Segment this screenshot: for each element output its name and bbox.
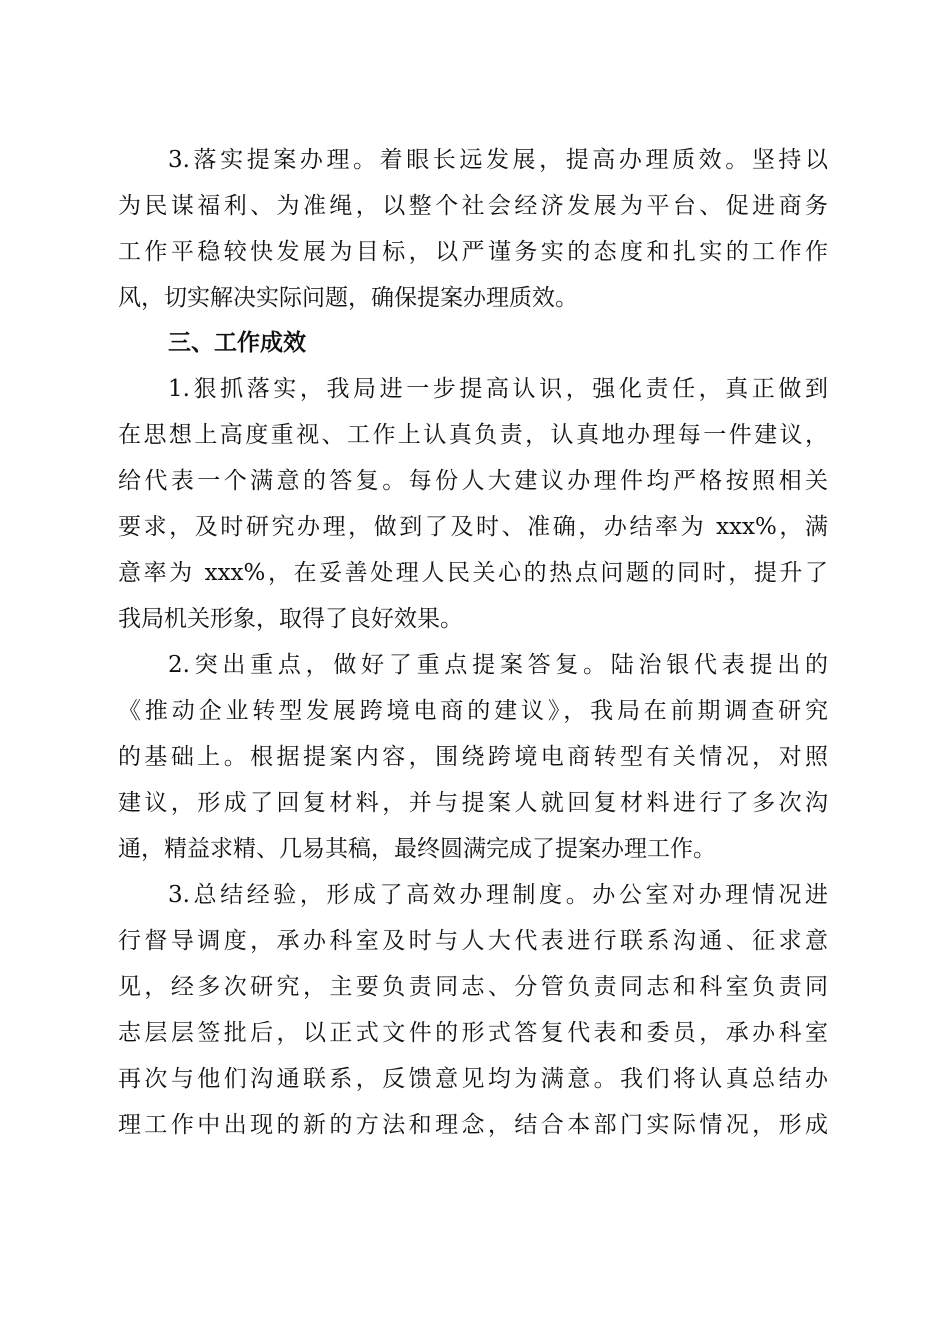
paragraph-line: 的基础上。根据提案内容，围绕跨境电商转型有关情况，对照 (118, 744, 828, 770)
paragraph-line: 再次与他们沟通联系，反馈意见均为满意。我们将认真总结办 (118, 1066, 828, 1092)
paragraph-line: 风，切实解决实际问题，确保提案办理质效。 (118, 285, 578, 311)
paragraph-line: 要求，及时研究办理，做到了及时、准确，办结率为 xxx%，满 (118, 514, 828, 540)
paragraph-line: 理工作中出现的新的方法和理念，结合本部门实际情况，形成 (118, 1112, 828, 1138)
paragraph-line: 为民谋福利、为准绳，以整个社会经济发展为平台、促进商务 (118, 193, 828, 219)
paragraph-line: 在思想上高度重视、工作上认真负责，认真地办理每一件建议， (118, 422, 828, 448)
paragraph-line: 建议，形成了回复材料，并与提案人就回复材料进行了多次沟 (118, 790, 828, 816)
paragraph-line: 我局机关形象，取得了良好效果。 (118, 606, 463, 632)
paragraph-line: 《推动企业转型发展跨境电商的建议》，我局在前期调查研究 (118, 698, 828, 724)
paragraph-line: 2.突出重点，做好了重点提案答复。陆治银代表提出的 (168, 652, 828, 678)
paragraph-line: 通，精益求精、几易其稿，最终圆满完成了提案办理工作。 (118, 836, 716, 862)
paragraph-line: 1.狠抓落实，我局进一步提高认识，强化责任，真正做到 (168, 376, 828, 402)
paragraph-line: 意率为 xxx%，在妥善处理人民关心的热点问题的同时，提升了 (118, 560, 828, 586)
paragraph-line: 见，经多次研究，主要负责同志、分管负责同志和科室负责同 (118, 974, 828, 1000)
paragraph-line: 志层层签批后，以正式文件的形式答复代表和委员，承办科室 (118, 1020, 828, 1046)
section-heading: 三、工作成效 (168, 330, 306, 356)
paragraph-line: 工作平稳较快发展为目标，以严谨务实的态度和扎实的工作作 (118, 239, 828, 265)
paragraph-line: 3.落实提案办理。着眼长远发展，提高办理质效。坚持以 (168, 147, 828, 173)
paragraph-line: 给代表一个满意的答复。每份人大建议办理件均严格按照相关 (118, 468, 828, 494)
paragraph-line: 行督导调度，承办科室及时与人大代表进行联系沟通、征求意 (118, 928, 828, 954)
paragraph-line: 3.总结经验，形成了高效办理制度。办公室对办理情况进 (168, 882, 828, 908)
